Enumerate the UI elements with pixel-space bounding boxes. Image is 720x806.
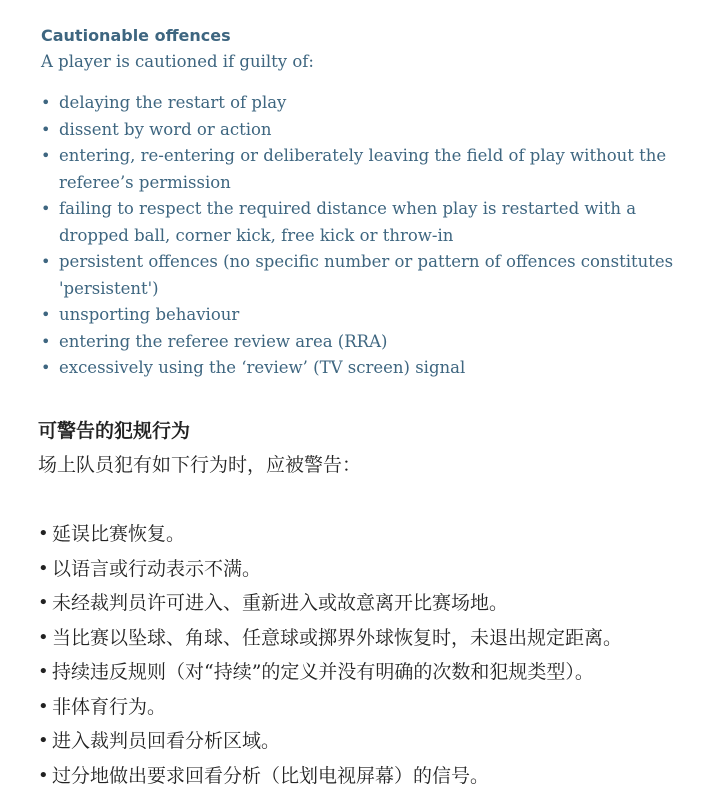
english-intro: A player is cautioned if guilty of:	[41, 52, 314, 71]
list-item	[38, 690, 708, 725]
bullet-icon: •	[38, 523, 49, 544]
bullet-icon: •	[38, 730, 49, 751]
list-item-text: 持续违反规则（对“持续”的定义并没有明确的次数和犯规类型）。	[52, 661, 594, 683]
list-item	[41, 329, 701, 356]
chinese-heading: 可警告的犯规行为	[38, 420, 191, 442]
chinese-section	[38, 418, 708, 793]
list-item-text: unsporting behaviour	[59, 305, 240, 324]
bullet-icon: •	[38, 626, 49, 648]
list-item	[38, 621, 708, 656]
list-item-text: dissent by word or action	[59, 119, 272, 139]
bullet-icon: •	[38, 695, 49, 717]
list-item	[41, 302, 701, 329]
bullet-icon: •	[41, 146, 51, 165]
list-item-text: failing to respect the required distance when play is restarted with a dropped ball, corner kick, free kick or throw-in	[59, 199, 637, 245]
list-item	[41, 90, 701, 117]
list-item-text: excessively using the ‘review’ (TV screen) signal	[59, 358, 466, 377]
bullet-icon: •	[41, 199, 51, 218]
list-item-text: delaying the restart of play	[59, 93, 287, 112]
list-item-text: 进入裁判员回看分析区域。	[52, 730, 281, 752]
list-item	[41, 117, 701, 144]
list-item-text: entering the referee review area (RRA)	[59, 331, 388, 351]
list-item-text: 以语言或行动表示不满。	[52, 557, 262, 580]
bullet-icon: •	[41, 331, 51, 351]
list-item-text: 过分地做出要求回看分析（比划电视屏幕）的信号。	[52, 764, 490, 787]
bullet-icon: •	[41, 119, 51, 139]
bullet-icon: •	[38, 661, 49, 682]
english-heading: Cautionable offences	[41, 26, 231, 45]
list-item	[38, 759, 708, 794]
list-item-text: 未经裁判员许可进入、重新进入或故意离开比赛场地。	[52, 592, 509, 614]
list-item	[41, 249, 701, 302]
bullet-icon: •	[41, 93, 51, 112]
list-item	[38, 655, 708, 690]
bullet-icon: •	[38, 557, 49, 579]
bullet-icon: •	[38, 592, 49, 613]
bullet-icon: •	[41, 358, 51, 377]
list-item	[38, 517, 708, 552]
chinese-offence-list	[38, 517, 708, 793]
list-item	[38, 586, 708, 621]
list-item-text: 延误比赛恢复。	[52, 523, 186, 545]
list-item-text: entering, re-entering or deliberately leaving the field of play without the referee’s permission	[59, 146, 667, 192]
list-item-text: persistent offences (no specific number or pattern of offences constitutes 'persistent')	[59, 252, 674, 298]
chinese-intro: 场上队员犯有如下行为时，应被警告：	[38, 454, 362, 476]
bullet-icon: •	[41, 252, 51, 271]
list-item	[38, 724, 708, 759]
list-item	[38, 552, 708, 587]
bullet-icon: •	[41, 305, 51, 324]
list-item-text: 非体育行为。	[52, 695, 167, 718]
english-section	[41, 26, 701, 382]
english-offence-list	[41, 90, 701, 382]
list-item	[41, 355, 701, 382]
list-item	[41, 143, 701, 196]
list-item-text: 当比赛以坠球、角球、任意球或掷界外球恢复时，未退出规定距离。	[52, 626, 623, 649]
list-item	[41, 196, 701, 249]
bullet-icon: •	[38, 764, 49, 786]
